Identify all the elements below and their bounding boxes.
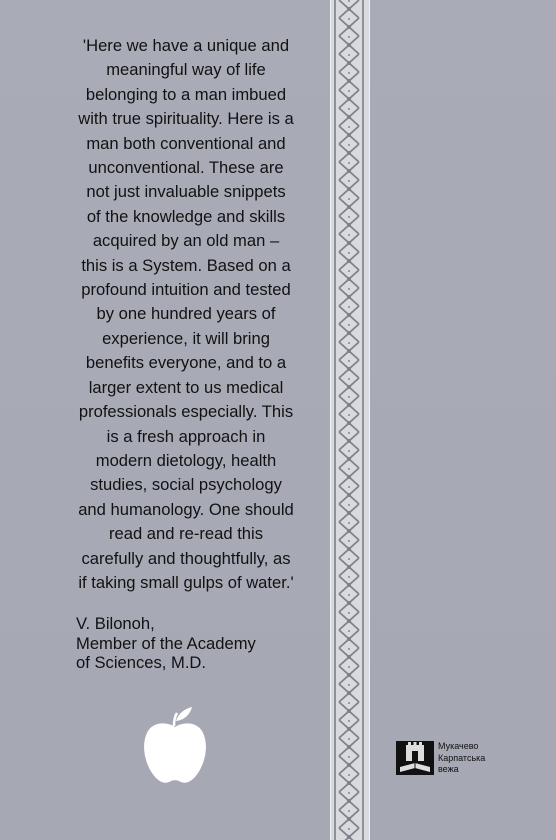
- quote-line: if taking small gulps of water.': [78, 572, 294, 592]
- quote-line: modern dietology, health: [95, 450, 277, 470]
- quote-line: 'Here we have a unique and: [82, 36, 290, 55]
- quote-line: man both conventional and: [86, 133, 286, 153]
- quote-line: experience, it will bring: [102, 328, 270, 348]
- quote-line: unconventional. These are: [88, 158, 284, 178]
- publisher-line: Мукачево: [438, 741, 479, 751]
- quote-line: by one hundred years of: [96, 304, 276, 324]
- quote-author: [76, 614, 256, 673]
- tower-book-icon: [396, 741, 434, 775]
- quote-line: benefits everyone, and to a: [85, 353, 287, 373]
- quote-line: acquired by an old man –: [92, 231, 280, 251]
- publisher-name: [438, 741, 485, 776]
- quote-line: professionals especially. This: [78, 402, 294, 422]
- quote-line: larger extent to us medical: [88, 377, 284, 397]
- author-title: Member of the Academy: [76, 633, 256, 653]
- quote-line: and humanology. One should: [78, 499, 294, 519]
- quote-line: is a fresh approach in: [106, 426, 266, 446]
- quote-line: read and re-read this: [108, 524, 264, 544]
- quote-line: this is a System. Based on a: [81, 255, 291, 275]
- quote-line: profound intuition and tested: [81, 280, 291, 300]
- cover-quote: [40, 34, 332, 595]
- quote-line: of the knowledge and skills: [86, 206, 286, 226]
- quote-line: meaningful way of life: [106, 60, 266, 80]
- publisher-mark: [396, 741, 485, 776]
- author-name: V. Bilonoh,: [76, 614, 155, 633]
- author-title: of Sciences, M.D.: [76, 653, 207, 672]
- publisher-line: вежа: [438, 764, 459, 774]
- publisher-line: Карпатська: [438, 752, 486, 763]
- apple-icon: [140, 705, 210, 787]
- embroidery-pattern: [331, 0, 367, 840]
- quote-line: carefully and thoughtfully, as: [81, 548, 291, 568]
- quote-line: belonging to a man imbued: [85, 84, 287, 104]
- quote-line: not just invaluable snippets: [86, 182, 286, 202]
- quote-line: with true spirituality. Here is a: [78, 109, 294, 129]
- quote-line: studies, social psychology: [90, 475, 282, 495]
- embroidery-band: [330, 0, 370, 840]
